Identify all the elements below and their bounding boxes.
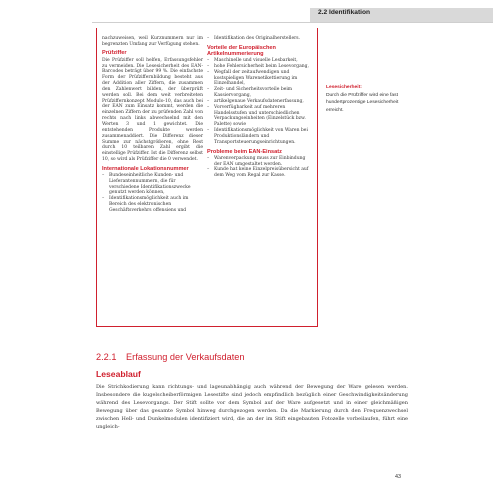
subsection-heading: Leseablauf	[96, 369, 141, 379]
pruefziffer-text: Die Prüfziffer soll helfen, Erfassungsfehler zu vermeiden. Die Lesesicherheit des EAN-Barcodes beträgt über 99 %. Die einfachste Form der Prüfziffernbildung besteht aus der Addition aller Ziffern, die zusammen den Zahlenwert bilden, der überprüft werden soll. Bei dem weit verbreiteten Prüfziffernkonzept Modulo-10, das auch bei der EAN zum Einsatz kommt, werden die einzelnen Ziffern der zu prüfenden Zahl von rechts nach links abwechselnd mit den Werten 3 und 1 gewichtet. Die entstehenden Produkte werden zusammenaddiert. Die Differenz dieser Summe zur nächstgrößeren, ohne Rest durch 10 teilbaren Zahl ergibt die einstellige Prüfziffer. Ist die Differenz selbst 10, so wird als Prüfziffer die 0 verwendet.	[102, 57, 203, 163]
list-item: – artikelgenaue Verkaufsdatenerfassung,	[207, 99, 311, 105]
page-number: 43	[395, 474, 401, 480]
pruefziffer-heading: Prüfziffer	[102, 50, 127, 57]
info-box-left-column	[102, 36, 203, 214]
list-item: – Identifikationsmöglichkeit von Waren bei Produktionsländern und Transportsteuerungseinrichtungen.	[207, 128, 311, 146]
margin-note-text: Durch die Prüfziffer wird eine fast hundertprozentige Lesesicherheit erreicht.	[326, 92, 399, 113]
probleme-heading: Probleme beim EAN-Einsatz	[207, 148, 282, 155]
list-item: – Bundeseinheitliche Kunden- und Lieferantennummern, die für verschiedene Identifikationszwecke genutzt werden können,	[102, 173, 203, 196]
vorteile-list	[207, 58, 311, 146]
list-item: – Warenverpackung muss zur Einbindung der EAN umgestaltet werden.	[207, 156, 311, 168]
section-title: Erfassung der Verkaufsdaten	[126, 352, 245, 362]
section-number: 2.2.1	[96, 352, 117, 362]
header-rule	[92, 22, 493, 23]
list-item: – hohe Fehlersicherheit beim Lesevorgang,	[207, 64, 311, 70]
margin-note-heading: Lesesicherheit:	[326, 85, 362, 90]
body-paragraph: Die Strichkodierung kann richtungs- und lageunabhängig auch während der Bewegung der Ware gelesen werden. Insbesondere die kugelscheiberförmigen Lesestifte sind jedoch empfindlich bezüglich einer Geschwindigkeitsänderung während des Lesevorgangs. Der Stift sollte vor dem Symbol auf der Ware aufgesetzt und in einer gleichmäßigen Bewegung über das gesamte Symbol hinweg durchgezogen werden. Da die Markierung durch den Frequenzwechsel zwischen Hell- und Dunkelmodulen identifiziert wird, die an der im Stift eingebauten Fotozelle vorbeilaufen, führt eine ungleich-	[96, 384, 408, 430]
list-item: – Wegfall der zeitaufwendigen und kostspieligen Warenetikettierung im Einzelhandel,	[207, 70, 311, 88]
margin-note	[326, 84, 406, 114]
list-item: – Kunde hat keine Einzelpreisübersicht auf dem Weg vom Regal zur Kasse.	[207, 167, 311, 179]
vorteile-heading: Vorteile der Europäischen Artikelnummerierung	[207, 44, 276, 57]
list-item: – Zeit- und Sicherheitsvorteile beim Kassiervorgang,	[207, 87, 311, 99]
list-item: – Vorverfügbarkeit auf mehreren Handelsstufen und unterschiedlichen Verpackungseinheiten (Einzelstück bzw. Palette) sowie	[207, 105, 311, 128]
list-item: – Identifikation des Originalherstellers.	[207, 36, 311, 42]
info-box-right-column	[207, 36, 311, 179]
list-item: – Maschinelle und visuelle Lesbarkeit,	[207, 58, 311, 64]
left-intro-text: nachzuweisen, weil Kurznummern nur im begrenzten Umfang zur Verfügung stehen.	[102, 36, 203, 47]
international-heading: Internationale Lokationsnummer	[102, 165, 189, 172]
right-intro-list	[207, 36, 311, 42]
probleme-list	[207, 156, 311, 179]
running-section-title: 2.2 Identifikation	[318, 9, 371, 16]
list-item: – Identifikationsmöglichkeit auch im Bereich des elektronischen Geschäftsverkehrs offensiens und	[102, 196, 203, 214]
international-list	[102, 173, 203, 214]
